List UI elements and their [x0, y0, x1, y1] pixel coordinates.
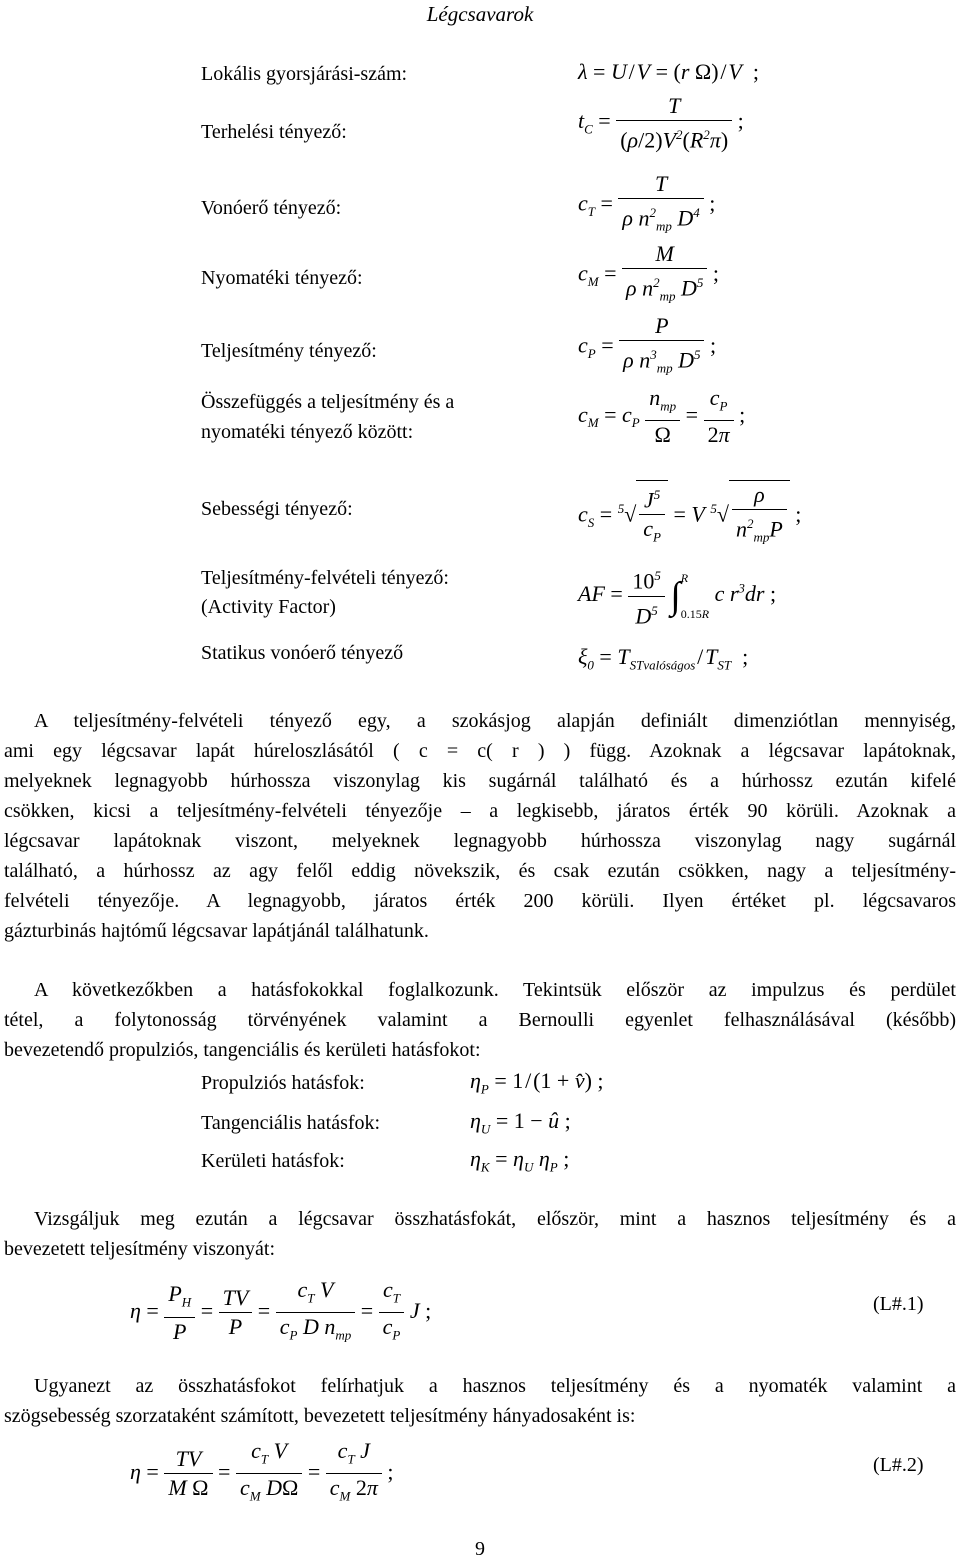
label-speed-coefficient: Sebességi tényező: [201, 498, 353, 520]
label-power-coefficient: Teljesítmény tényező: [201, 340, 377, 362]
paragraph-line: A teljesítmény-felvételi tényező egy, a szokásjog alapján definiált dimenziótlan mennyiség, [34, 710, 956, 732]
paragraph-line: A következőkben a hatásfokokkal foglalkozunk. Tekintsük először az impulzus és perdület [34, 979, 956, 1001]
paragraph-line: Ugyanezt az összhatásfokot felírhatjuk a hasznos teljesítmény és a nyomaték valamint a [34, 1375, 956, 1397]
formula-circumferential-efficiency: $\eta_K = \eta_U$ $\eta_P$ ; [470, 1146, 570, 1175]
label-local-speed-ratio: Lokális gyorsjárási-szám: [201, 63, 408, 85]
paragraph-overall-efficiency-1 [4, 1204, 956, 1264]
paragraph-line: bevezetendő propulziós, tangenciális és kerületi hatásfokot: [4, 1039, 481, 1061]
paragraph-line: ami egy légcsavar lapát húreloszlásától ( c = c( r ) ) függ. Azoknak a légcsavar lapátoknak, [4, 740, 956, 762]
paragraph-line: légcsavar lapátoknak viszont, melyeknek legnagyobb húrhossza viszonylag nagy sugárnál [4, 830, 956, 852]
paragraph-line: Vizsgáljuk meg ezután a légcsavar összhatásfokát, először, mint a hasznos teljesítmény és a [34, 1208, 956, 1230]
formula-activity-factor: AF = $\frac{10^5}{D^5}$ ∫R 0.15R c $r^3dr$ ; [578, 560, 776, 632]
paragraph-overall-efficiency-2 [4, 1371, 956, 1431]
label-relation-line-1: Összefüggés a teljesítmény és a [201, 391, 455, 413]
formula-propulsive-efficiency: $\eta_P = 1$ / (1 + v̂) ; [470, 1068, 604, 1097]
label-activity-factor-line-2: (Activity Factor) [201, 596, 336, 618]
label-relation-line-2: nyomatéki tényező között: [201, 421, 414, 443]
equation-overall-efficiency-power: η = $\frac{P_H}{P}$ = $\frac{TV}{P}$ = $\frac{c_T V}{c_P D n_{mp}}$ = $\frac{c_T}{c_P}$ J ; [130, 1277, 432, 1344]
paragraph-line: melyeknek legnagyobb húrhossza viszonylag kis sugárnál található és a húrhossz ezután kifelé [4, 770, 956, 792]
formula-tangential-efficiency: $\eta_U = 1$ − û ; [470, 1108, 571, 1137]
paragraph-line: szögsebesség szorzataként számított, bevezetett teljesítmény hányadosaként is: [4, 1405, 636, 1427]
label-static-thrust-coefficient: Statikus vonóerő tényező [201, 642, 404, 664]
label-circumferential-efficiency: Kerületi hatásfok: [201, 1150, 345, 1172]
paragraph-efficiencies-intro [4, 975, 956, 1065]
formula-power-coefficient: $c_P$ = $\frac{P}{\rho n^3_{mp} D^5}$ ; [578, 313, 717, 376]
label-thrust-loading: Terhelési tényező: [201, 121, 347, 143]
formula-thrust-loading: $t_C$ = $\frac{T}{(\rho/2)V^2(R^2\pi)}$ ; [578, 93, 744, 153]
formula-speed-coefficient: $c_S = ^5√$ $\frac{J^5}{c_P}$ = V $^5$√ $\frac{\rho}{n^2_{mp}P}$ ; [578, 480, 801, 552]
paragraph-line: tétel, a folytonosság törvényének valamint a Bernoulli egyenlet felhasználásával (később) [4, 1009, 956, 1031]
paragraph-line: található, a húrhossz az agy felől eddig növekszik, és csak ezután csökken, nagy a teljesítmény- [4, 860, 956, 882]
paragraph-line: csökken, kicsi a teljesítmény-felvételi tényezője – a legkisebb, járatos érték 90 körüli. Azoknak a [4, 800, 956, 822]
label-activity-factor-line-1: Teljesítmény-felvételi tényező: [201, 567, 449, 589]
equation-number-1: (L#.1) [873, 1293, 924, 1315]
formula-local-speed-ratio: λ = U / V = (r Ω) / V ; [578, 59, 759, 84]
label-torque-coefficient: Nyomatéki tényező: [201, 267, 363, 289]
page-number: 9 [475, 1538, 485, 1560]
running-header: Légcsavarok [426, 2, 534, 26]
label-propulsive-efficiency: Propulziós hatásfok: [201, 1072, 365, 1094]
equation-number-2: (L#.2) [873, 1454, 924, 1476]
formula-torque-power-relation: $c_M = c_P$ $\frac{n_{mp}}{\Omega}$ = $\frac{c_P}{2\pi}$ ; [578, 385, 746, 448]
paragraph-line: bevezetett teljesítmény viszonyát: [4, 1238, 276, 1260]
formula-static-thrust-coefficient: $\xi_0 = T_{STvalóságos}$ / $T_{ST}$ ; [578, 644, 749, 673]
formula-torque-coefficient: $c_M$ = $\frac{M}{\rho n^2_{mp} D^5}$ ; [578, 241, 719, 304]
paragraph-line: felvételi tényezője. A legnagyobb, járatos érték 200 körüli. Ilyen értéket pl. légcsavaros [4, 890, 956, 912]
label-thrust-coefficient: Vonóerő tényező: [201, 197, 342, 219]
label-tangential-efficiency: Tangenciális hatásfok: [201, 1112, 381, 1134]
paragraph-activity-factor [4, 706, 956, 946]
formula-thrust-coefficient: $c_T$ = $\frac{T}{\rho n^2_{mp} D^4}$ ; [578, 171, 716, 234]
paragraph-line: gázturbinás hajtómű légcsavar lapátjánál találhatunk. [4, 920, 429, 942]
equation-overall-efficiency-torque: η = $\frac{TV}{\text{M Ω}}$ = $\frac{c_T V}{c_M D\Omega}$ = $\frac{c_T J}{c_M 2\pi}$ ; [130, 1438, 394, 1504]
